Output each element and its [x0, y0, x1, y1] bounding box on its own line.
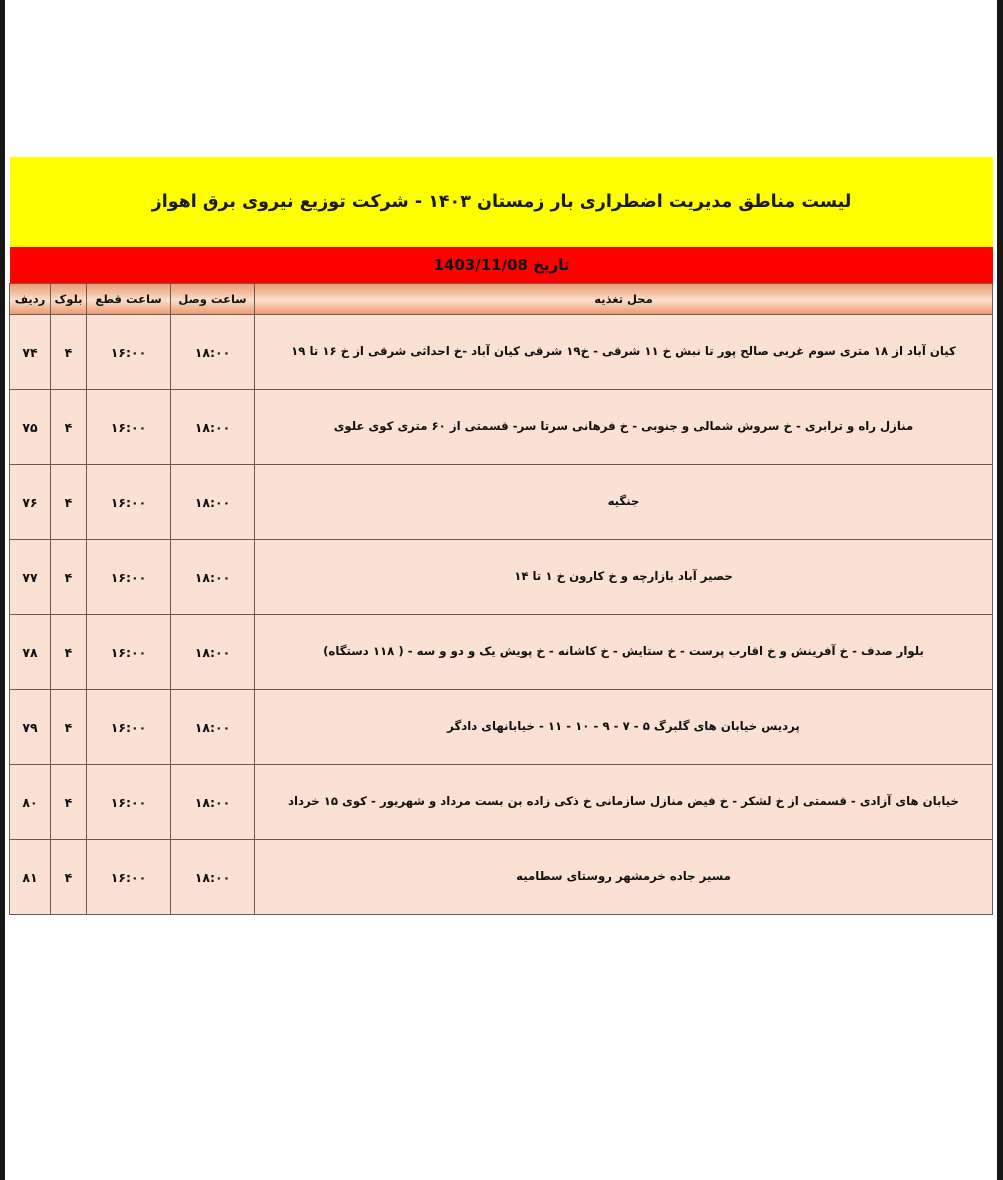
cell-block: ۴	[51, 765, 87, 840]
cell-block: ۴	[51, 690, 87, 765]
cell-cut-time: ۱۶:۰۰	[87, 540, 171, 615]
cell-cut-time: ۱۶:۰۰	[87, 615, 171, 690]
cell-block: ۴	[51, 315, 87, 390]
table-header-row	[10, 284, 993, 315]
cell-cut-time: ۱۶:۰۰	[87, 690, 171, 765]
title-banner	[10, 157, 993, 247]
schedule-date: تاریخ 1403/11/08	[433, 256, 570, 274]
table-row	[10, 690, 993, 765]
cell-block: ۴	[51, 390, 87, 465]
cell-restore-time: ۱۸:۰۰	[171, 540, 255, 615]
cell-row-no: ۷۴	[10, 315, 51, 390]
page-edge-left	[0, 0, 5, 1180]
cell-restore-time: ۱۸:۰۰	[171, 615, 255, 690]
cell-restore-time: ۱۸:۰۰	[171, 690, 255, 765]
cell-row-no: ۷۷	[10, 540, 51, 615]
page-title: لیست مناطق مدیریت اضطراری بار زمستان ۱۴۰۳ - شرکت توزیع نیروی برق اهواز	[151, 191, 852, 212]
cell-block: ۴	[51, 840, 87, 915]
cell-place: منازل راه و ترابری - خ سروش شمالی و جنوبی - خ فرهانی سرتا سر- قسمتی از ۶۰ متری کوی علوی	[255, 390, 993, 465]
cell-block: ۴	[51, 615, 87, 690]
page-edge-right	[997, 0, 1003, 1180]
cell-restore-time: ۱۸:۰۰	[171, 390, 255, 465]
cell-row-no: ۸۰	[10, 765, 51, 840]
column-header-block: بلوک	[51, 284, 87, 315]
column-header-row-no: ردیف	[10, 284, 51, 315]
cell-place: پردیس خیابان های گلبرگ ۵ - ۷ - ۹ - ۱۰ - ۱۱ - خیابانهای دادگر	[255, 690, 993, 765]
cell-place: حصیر آباد بازارچه و خ کارون خ ۱ تا ۱۴	[255, 540, 993, 615]
cell-row-no: ۷۸	[10, 615, 51, 690]
table-header	[10, 284, 993, 315]
cell-cut-time: ۱۶:۰۰	[87, 465, 171, 540]
table-row	[10, 615, 993, 690]
cell-place: خیابان های آزادی - قسمتی از خ لشکر - خ فیض منازل سازمانی خ ذکی زاده بن بست مرداد و شهریور - کوی ۱۵ خرداد	[255, 765, 993, 840]
column-header-place: محل تغذیه	[255, 284, 993, 315]
table-row	[10, 315, 993, 390]
table-row	[10, 840, 993, 915]
table-row	[10, 390, 993, 465]
cell-place: مسیر جاده خرمشهر روستای سطامیه	[255, 840, 993, 915]
cell-cut-time: ۱۶:۰۰	[87, 390, 171, 465]
cell-restore-time: ۱۸:۰۰	[171, 315, 255, 390]
cell-block: ۴	[51, 465, 87, 540]
cell-cut-time: ۱۶:۰۰	[87, 315, 171, 390]
table-body	[10, 315, 993, 915]
cell-row-no: ۷۵	[10, 390, 51, 465]
table-row	[10, 765, 993, 840]
cell-place: کیان آباد از ۱۸ متری سوم غربی صالح پور تا نبش خ ۱۱ شرقی - خ۱۹ شرقی کیان آباد -خ احداثی شرقی از خ ۱۶ تا ۱۹	[255, 315, 993, 390]
cell-cut-time: ۱۶:۰۰	[87, 840, 171, 915]
cell-restore-time: ۱۸:۰۰	[171, 465, 255, 540]
cell-restore-time: ۱۸:۰۰	[171, 840, 255, 915]
column-header-cut-time: ساعت قطع	[87, 284, 171, 315]
date-banner	[10, 247, 993, 283]
table-row	[10, 465, 993, 540]
outage-schedule-sheet	[10, 157, 993, 915]
cell-row-no: ۷۹	[10, 690, 51, 765]
cell-place: بلوار صدف - خ آفرینش و خ اقارب پرست - خ ستایش - خ کاشانه - خ پویش یک و دو و سه - ( ۱۱۸ دستگاه)	[255, 615, 993, 690]
cell-row-no: ۷۶	[10, 465, 51, 540]
cell-restore-time: ۱۸:۰۰	[171, 765, 255, 840]
cell-block: ۴	[51, 540, 87, 615]
outage-table	[9, 283, 993, 915]
table-row	[10, 540, 993, 615]
cell-cut-time: ۱۶:۰۰	[87, 765, 171, 840]
cell-place: جنگیه	[255, 465, 993, 540]
column-header-restore-time: ساعت وصل	[171, 284, 255, 315]
cell-row-no: ۸۱	[10, 840, 51, 915]
